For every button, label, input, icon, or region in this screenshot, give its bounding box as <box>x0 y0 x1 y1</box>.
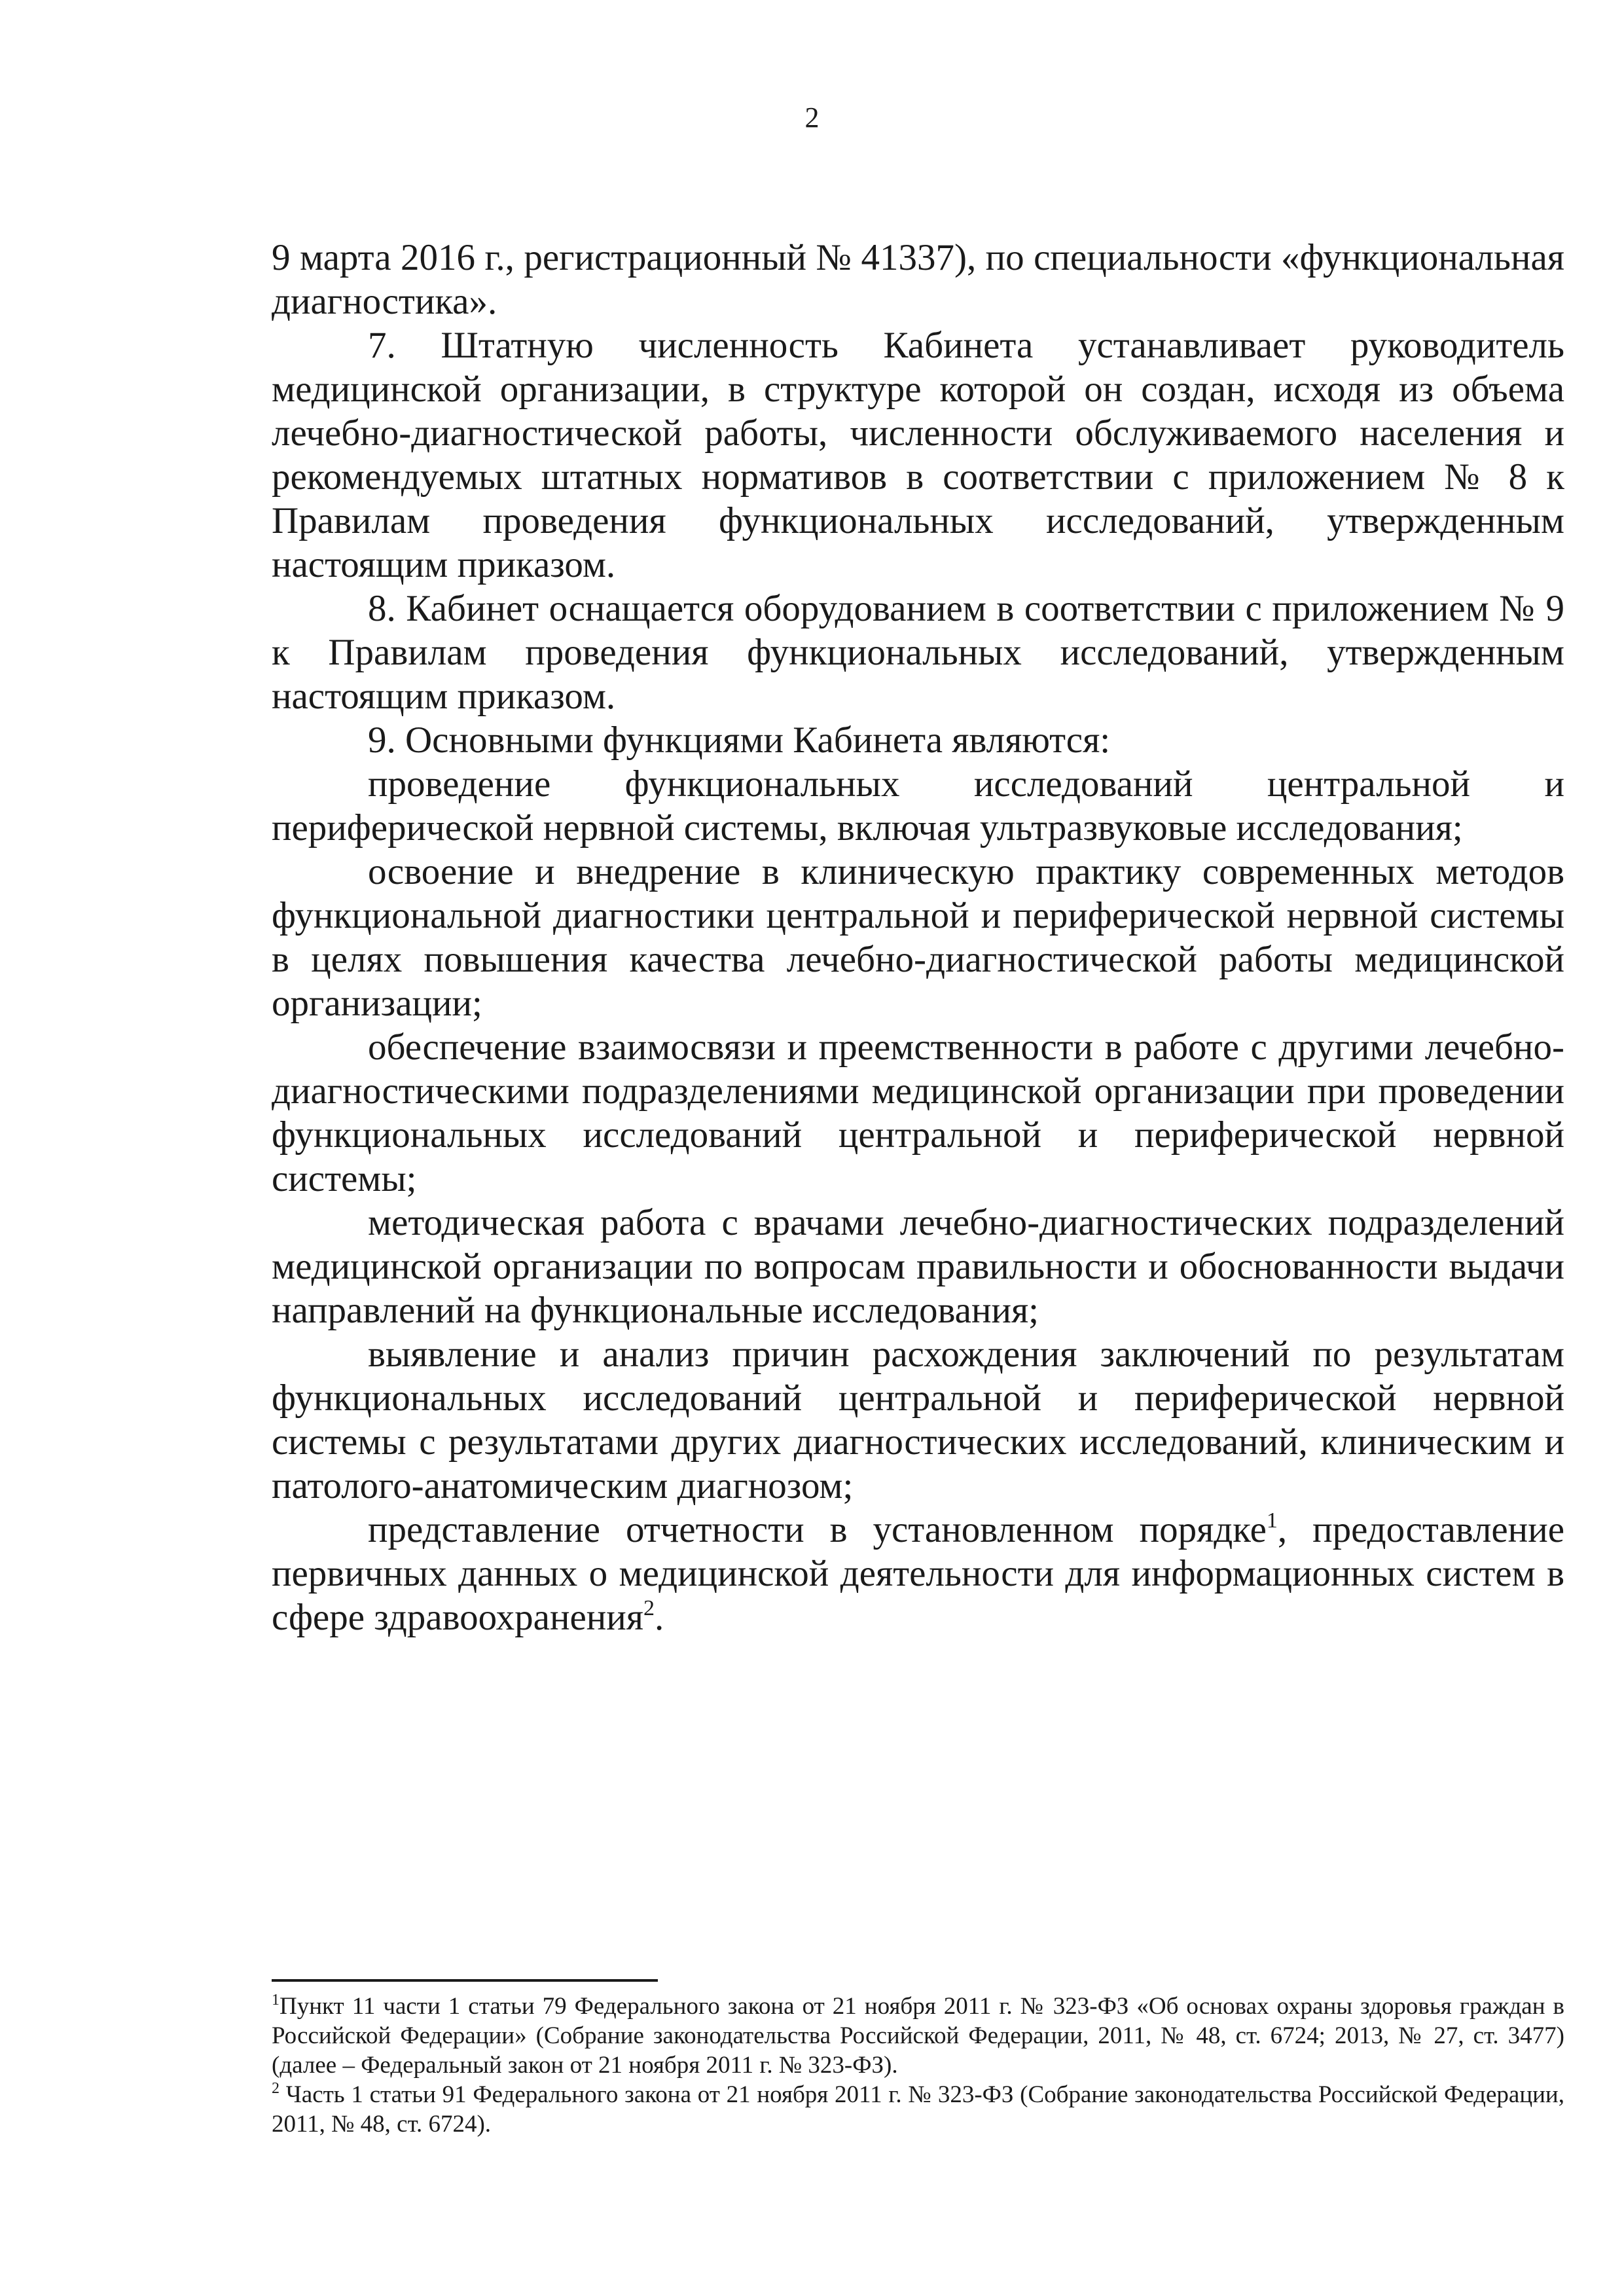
footnote-1-text: Пункт 11 части 1 статьи 79 Федерального закона от 21 ноября 2011 г. № 323-ФЗ «Об основах охраны здоровья граждан в Российской Федерации» (Собрание законодательства Российской Федерации, 2011, № 48, ст. 6724; 2013, № 27, ст. 3477) (далее – Федеральный закон от 21 ноября 2011 г. № 323-ФЗ). <box>272 1993 1564 2079</box>
paragraph-item-8: 8. Кабинет оснащается оборудованием в соответствии с приложением № 9 к Правилам проведения функциональных исследований, утвержденным настоящим приказом. <box>272 588 1564 717</box>
footnotes <box>272 1992 1564 2139</box>
footnote-1-marker: 1 <box>272 1992 280 2009</box>
footnote-2-marker: 2 <box>272 2080 280 2097</box>
function-item-6-text-a: представление отчетности в установленном порядке <box>368 1509 1267 1550</box>
footnote-2-text: Часть 1 статьи 91 Федерального закона от 21 ноября 2011 г. № 323-ФЗ (Собрание законодательства Российской Федерации, 2011, № 48, ст. 6724). <box>272 2081 1564 2138</box>
footnote-separator <box>272 1979 658 1982</box>
paragraph-item-9: 9. Основными функциями Кабинета являются: <box>368 720 1111 761</box>
footnote-1 <box>272 1992 1564 2080</box>
function-item-2: освоение и внедрение в клиническую практику современных методов функциональной диагностики центральной и периферической нервной системы в целях повышения качества лечебно-диагностической работы медицинской организации; <box>272 851 1564 1024</box>
function-item-5: выявление и анализ причин расхождения заключений по результатам функциональных исследований центральной и периферической нервной системы с результатами других диагностических исследований, клиническим и патолого-анатомическим диагнозом; <box>272 1334 1564 1506</box>
function-item-4: методическая работа с врачами лечебно-диагностических подразделений медицинской организации по вопросам правильности и обоснованности выдачи направлений на функциональные исследования; <box>272 1202 1564 1331</box>
footnote-ref-1[interactable]: 1 <box>1266 1508 1278 1533</box>
document-body <box>272 236 1564 1639</box>
function-item-6-text-c: . <box>655 1597 664 1638</box>
footnote-2 <box>272 2080 1564 2139</box>
function-item-1: проведение функциональных исследований центральной и периферической нервной системы, включая ультразвуковые исследования; <box>272 763 1564 848</box>
footnote-ref-2[interactable]: 2 <box>643 1596 655 1620</box>
function-item-3: обеспечение взаимосвязи и преемственности в работе с другими лечебно-диагностическими подразделениями медицинской организации при проведении функциональных исследований центральной и периферической нервной системы; <box>272 1027 1564 1199</box>
paragraph-continuation: 9 марта 2016 г., регистрационный № 41337), по специальности «функциональная диагностика». <box>272 237 1564 322</box>
paragraph-item-7: 7. Штатную численность Кабинета устанавливает руководитель медицинской организации, в структуре которой он создан, исходя из объема лечебно-диагностической работы, численности обслуживаемого населения и рекомендуемых штатных нормативов в соответствии с приложением № 8 к Правилам проведения функциональных исследований, утвержденным настоящим приказом. <box>272 325 1564 585</box>
page-number: 2 <box>804 101 820 134</box>
function-item-6 <box>272 1508 1564 1639</box>
function-item-6-text-b: , предоставление первичных данных о медицинской деятельности для информационных систем в сфере здравоохранения <box>272 1509 1564 1638</box>
